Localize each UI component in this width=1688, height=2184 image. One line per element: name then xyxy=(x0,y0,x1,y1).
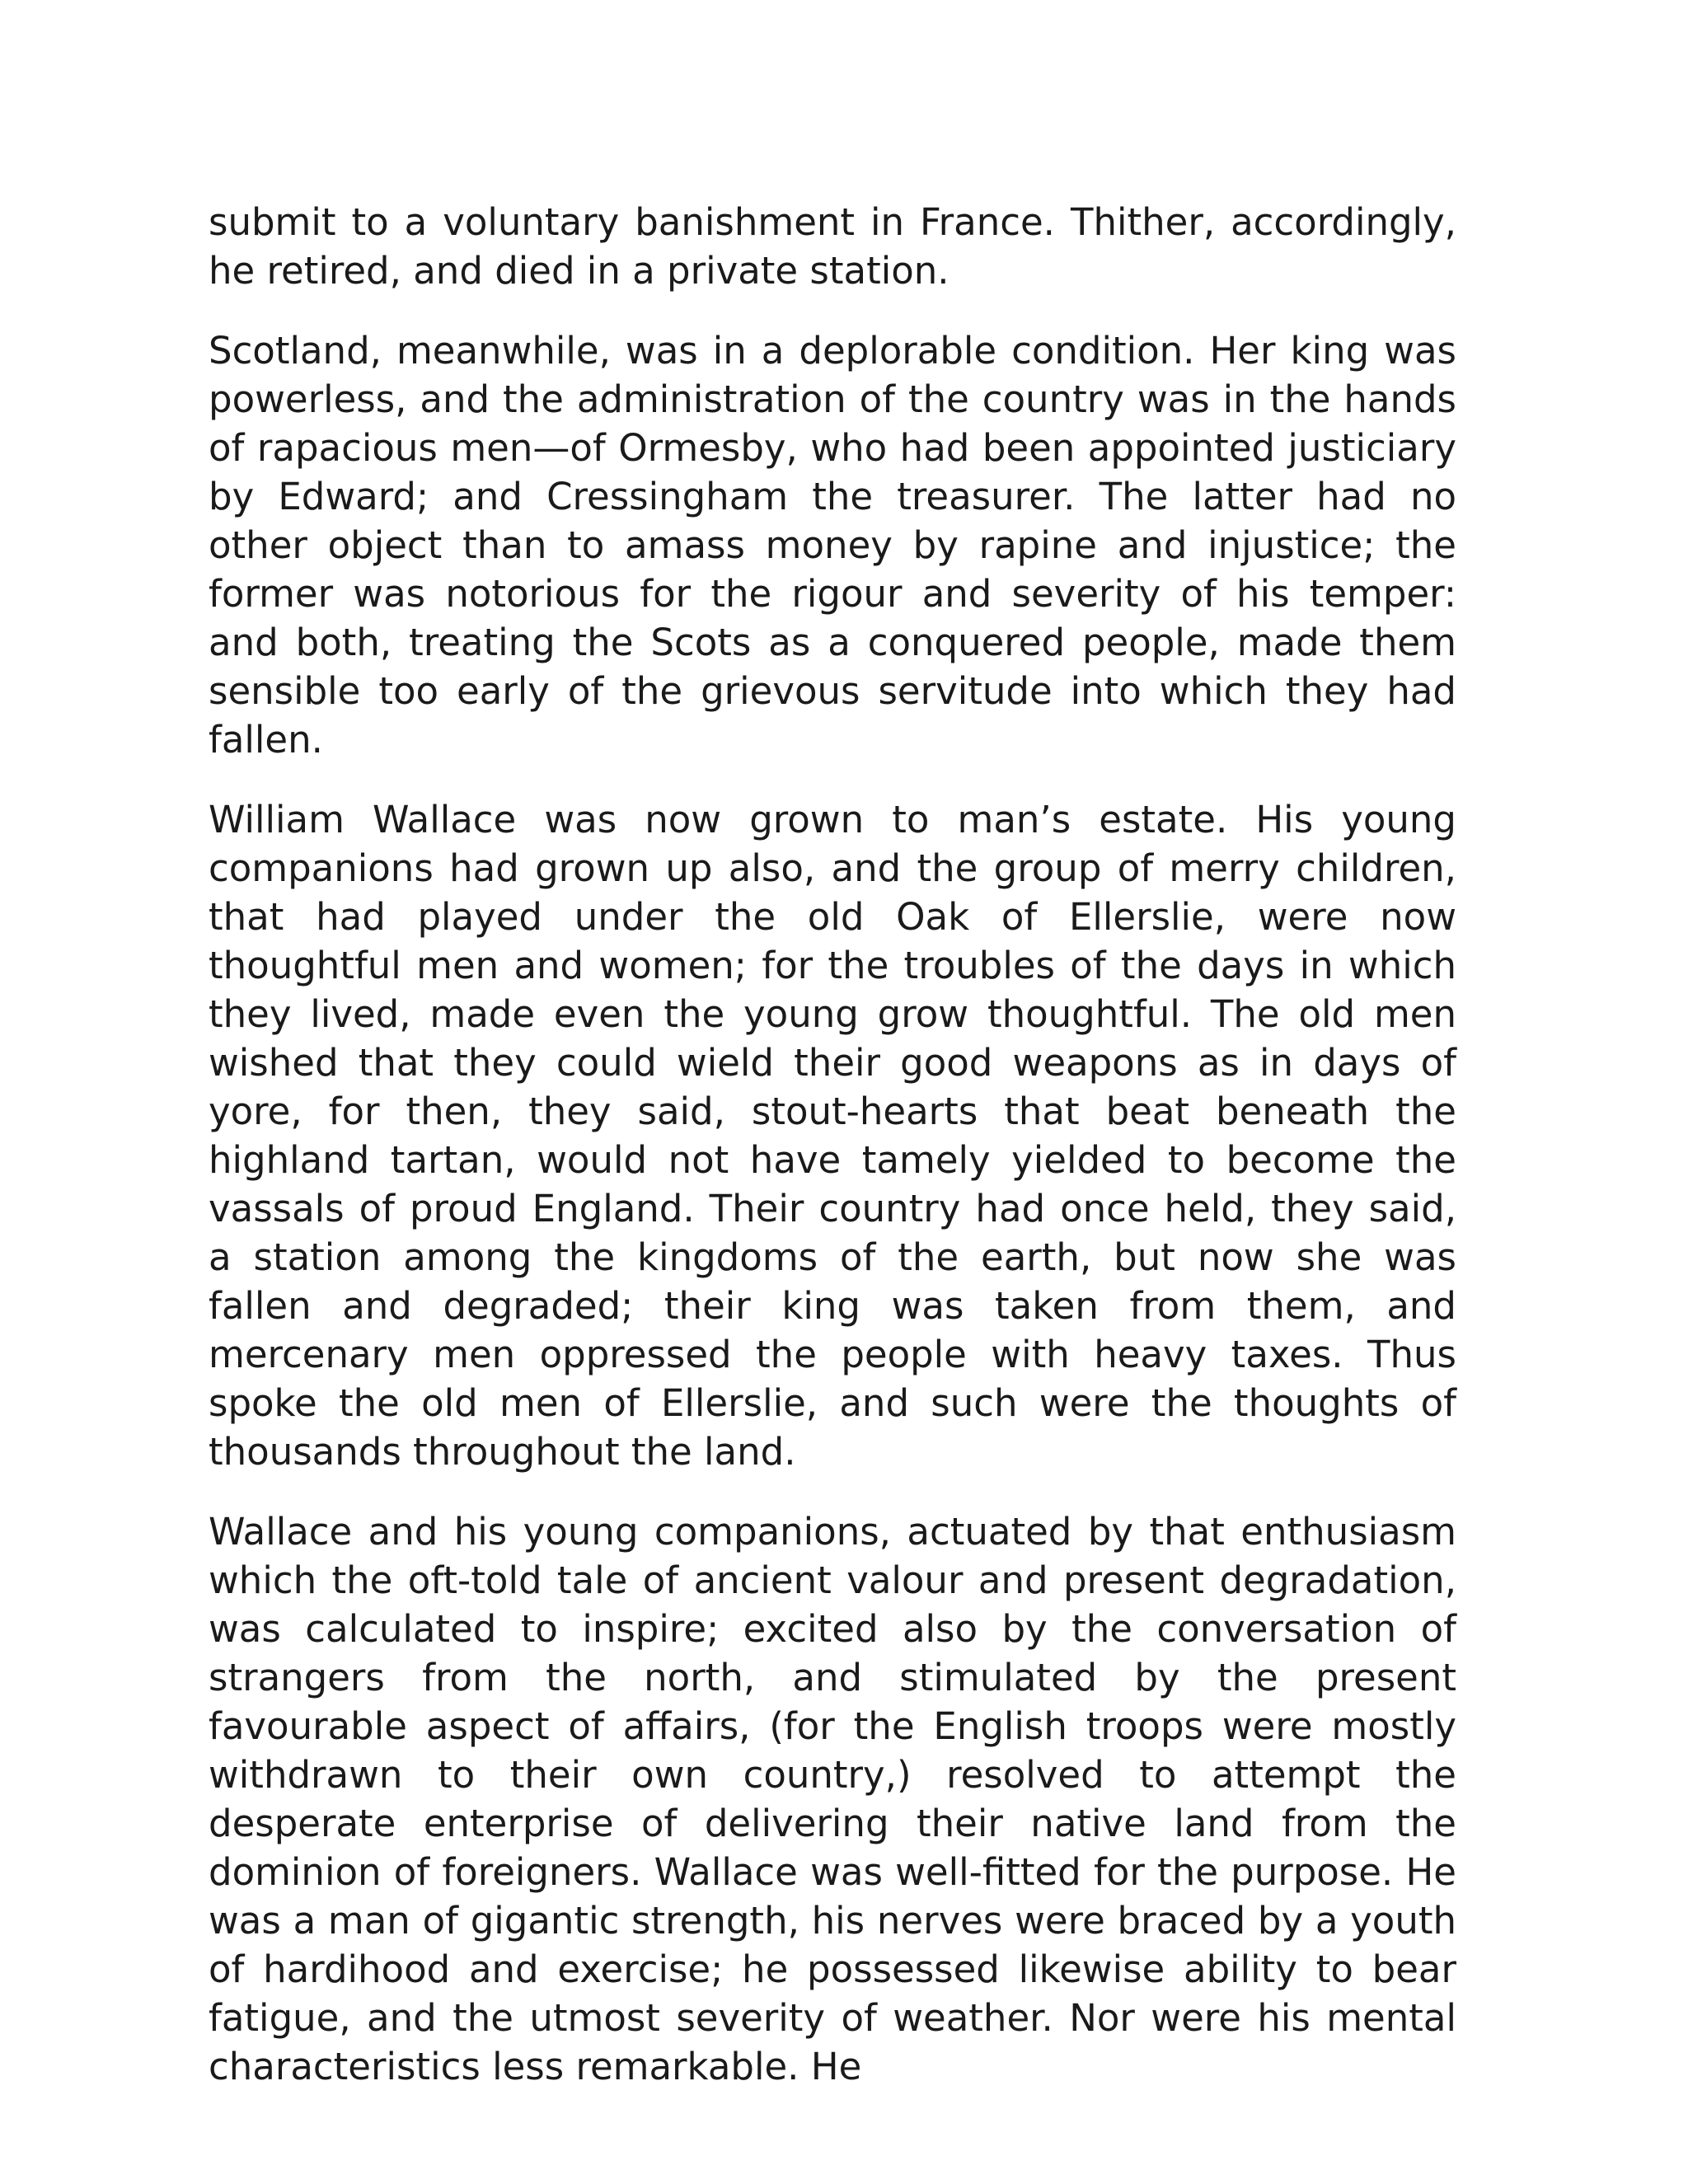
paragraph: submit to a voluntary banishment in France. Thither, accordingly, he retired, and died in a private station. xyxy=(209,200,1456,293)
paragraph: William Wallace was now grown to man’s estate. His young companions had grown up also, and the group of merry children, that had played under the old Oak of Ellerslie, were now thoughtful men and women; for the troubles of the days in which they lived, made even the young grow thoughtful. The old men wished that they could wield their good weapons as in days of yore, for then, they said, stout-hearts that beat beneath the highland tartan, would not have tamely yielded to become the vassals of proud England. Their country had once held, they said, a station among the kingdoms of the earth, but now she was fallen and degraded; their king was taken from them, and mercenary men oppressed the people with heavy taxes. Thus spoke the old men of Ellerslie, and such were the thoughts of thousands throughout the land. xyxy=(209,798,1456,1474)
paragraph: Scotland, meanwhile, was in a deplorable condition. Her king was powerless, and the administration of the country was in the hands of rapacious men—of Ormesby, who had been appointed justiciary by Edward; and Cressingham the treasurer. The latter had no other object than to amass money by rapine and injustice; the former was notorious for the rigour and severity of his temper: and both, treating the Scots as a conquered people, made them sensible too early of the grievous servitude into which they had fallen. xyxy=(209,329,1456,762)
page-body xyxy=(209,198,1456,2122)
paragraph: Wallace and his young companions, actuated by that enthusiasm which the oft-told tale of ancient valour and present degradation, was calculated to inspire; excited also by the conversation of strangers from the north, and stimulated by the present favourable aspect of affairs, (for the English troops were mostly withdrawn to their own country,) resolved to attempt the desperate enterprise of delivering their native land from the dominion of foreigners. Wallace was well-fitted for the purpose. He was a man of gigantic strength, his nerves were braced by a youth of hardihood and exercise; he possessed likewise ability to bear fatigue, and the utmost severity of weather. Nor were his mental characteristics less remarkable. He xyxy=(209,1510,1456,2088)
